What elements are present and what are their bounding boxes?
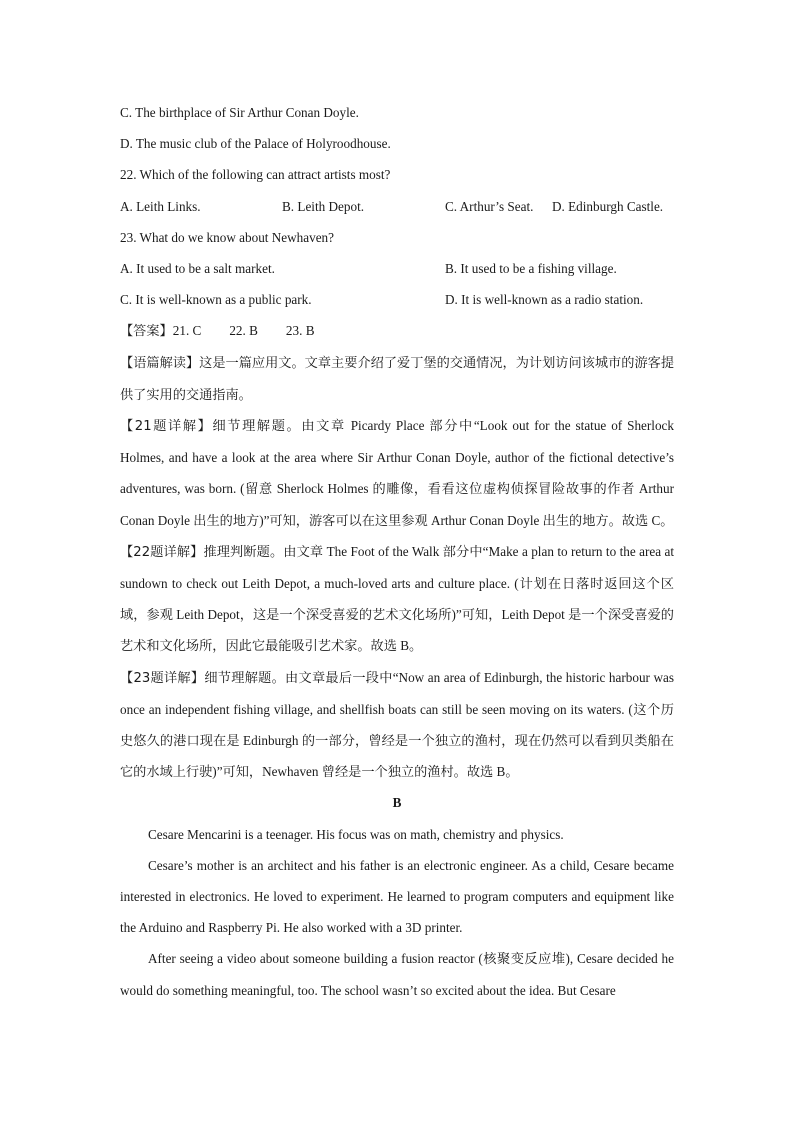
q22-question: 22. Which of the following can attract artists most? <box>120 167 391 183</box>
explain23-text: 细节理解题。由文章最后一段中“Now an area of Edinburgh, the historic harbour was once an independent fishing village, and shellfish boats can still be seen moving on its waters. (这个历史悠久的港口现在是 Edinburgh 的一部分，曾经是一个独立的渔村，现在仍然可以看到贝类船在它的水域上行驶)”可知，Newhaven 曾经是一个独立的渔村。故选 B。 <box>120 669 675 780</box>
q21-option-d: D. The music club of the Palace of Holyroodhouse. <box>120 136 391 152</box>
interpretation-paragraph <box>120 347 674 410</box>
q23-option-a: A. It used to be a salt market. <box>120 260 275 276</box>
interpretation-label: 【语篇解读】 <box>120 355 200 371</box>
section-b-paragraph-3: After seeing a video about someone building a fusion reactor (核聚变反应堆), Cesare decided he would do something meaningful, too. The school wasn’t so excited about the idea. But Cesare <box>120 951 674 998</box>
question-block <box>120 97 674 1006</box>
q22-option-a: A. Leith Links. <box>120 198 201 214</box>
q23-options-row1 <box>120 253 674 284</box>
q23-option-c: C. It is well-known as a public park. <box>120 292 312 308</box>
section-b-paragraph-2: Cesare’s mother is an architect and his father is an electronic engineer. As a child, Cesare became interested in electronics. He loved to experiment. He learned to program computers and equipment like the Arduino and Raspberry Pi. He also worked with a 3D printer. <box>120 857 674 936</box>
answer-23: 23. B <box>285 323 315 339</box>
q23-question: 23. What do we know about Newhaven? <box>120 229 334 245</box>
explain23-label: 【23题详解】 <box>120 670 205 686</box>
answer-label: 【答案】 <box>120 324 173 340</box>
interpretation-text: 这是一篇应用文。文章主要介绍了爱丁堡的交通情况，为计划访问该城市的游客提供了实用的交通指南。 <box>120 354 675 402</box>
explain21-text: 细节理解题。由文章 Picardy Place 部分中“Look out for the statue of Sherlock Holmes, and have a look at the area where Sir Arthur Conan Doyle, author of the fictional detective’s adventures, was born. (留意 Sherlock Holmes 的雕像，看看这位虚构侦探冒险故事的作者 Arthur Conan Doyle 出生的地方)”可知，游客可以在这里参观 Arthur Conan Doyle 出生的地方。故选 C。 <box>120 417 674 528</box>
q23-option-b: B. It used to be a fishing village. <box>445 260 617 276</box>
section-b-paragraph-1: Cesare Mencarini is a teenager. His focus was on math, chemistry and physics. <box>148 826 564 842</box>
q21-option-c: C. The birthplace of Sir Arthur Conan Doyle. <box>120 105 359 120</box>
q23-option-d: D. It is well-known as a radio station. <box>445 292 644 308</box>
section-b-heading: B <box>392 795 402 811</box>
q22-options <box>120 191 674 222</box>
explain21-paragraph <box>120 410 674 536</box>
q22-option-b: B. Leith Depot. <box>282 198 365 214</box>
answer-21: 21. C <box>172 323 202 339</box>
explain23-paragraph <box>120 662 674 788</box>
q22-option-d: D. Edinburgh Castle. <box>552 198 664 214</box>
explain22-text: 推理判断题。由文章 The Foot of the Walk 部分中“Make a plan to return to the area at sundown to check out Leith Depot, a much-loved arts and culture place. (计划在日落时返回这个区域，参观 Leith Depot，这是一个深受喜爱的艺术文化场所)”可知，Leith Depot 是一个深受喜爱的艺术和文化场所，因此它最能吸引艺术家。故选 B。 <box>120 543 674 654</box>
explain21-label: 【21题详解】 <box>120 418 213 434</box>
answer-22: 22. B <box>229 323 258 339</box>
explain22-label: 【22题详解】 <box>120 544 204 560</box>
q22-option-c: C. Arthur’s Seat. <box>445 198 534 214</box>
explain22-paragraph <box>120 536 674 662</box>
q23-options-row2 <box>120 284 674 315</box>
answer-line <box>120 315 674 346</box>
